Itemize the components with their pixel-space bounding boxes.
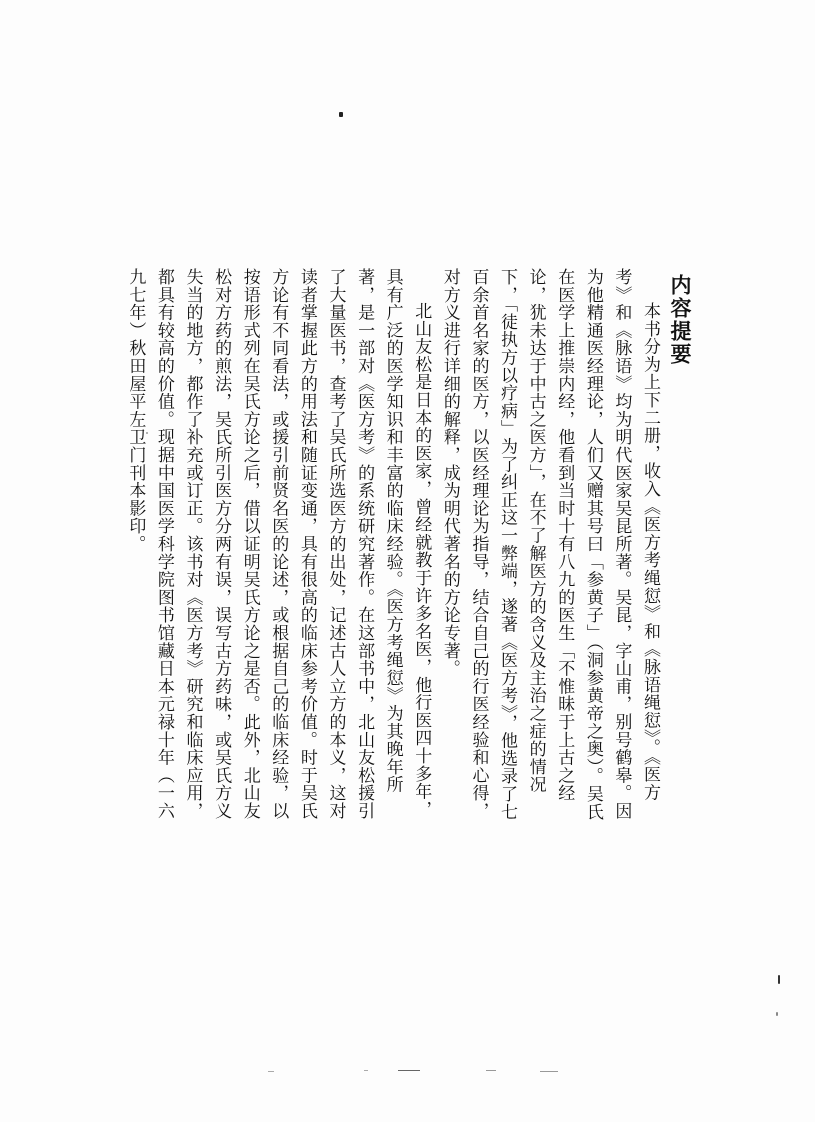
page-title: 内容提要: [668, 274, 692, 366]
scan-speck: [146, 432, 148, 434]
summary-text-block: [125, 268, 695, 828]
scan-line: [540, 1071, 558, 1072]
scan-speck: [339, 112, 343, 117]
paragraph-kitayama: 北山友松是日本的医家，曾经就教于许多名医，他行医四十多年，具有广泛的医学知识和丰富的临床经验。《医方考绳愆》为其晚年所著，是一部对《医方考》的系统研究著作。在这部书中，北山友松援引了大量医书，查考了吴氏所选医方的出处，记述古人立方的本义，这对读者掌握此方的用法和随证变通，具有很高的临床参考价值。时于吴氏方论有不同看法，或援引前贤名医的论述，或根据自己的临床经验，以按语形式列在吴氏方论之后，借以证明吴氏方论之是否。此外，北山友松对方药的煎法，吴氏所引医方分两有误，误写古方药味，或吴氏方义失当的地方，都作了补充或订正。该书对《医方考》研究和临床应用，都具有较高的价值。现据中国医学科学院图书馆藏日本元禄十年（一六九七年）秋田屋平左卫门刊本影印。: [125, 268, 432, 820]
scan-line: [486, 1070, 496, 1071]
scan-line: [364, 1070, 368, 1071]
scan-line: [268, 1071, 274, 1072]
scan-speck: [776, 1012, 778, 1016]
paragraph-intro: 本书分为上下二册，收入《医方考绳愆》和《脉语绳愆》。《医方考》和《脉语》均为明代医家吴昆所著。吴昆，字山甫，别号鹤皋。因为他精通医经理论，人们又赠其号曰「参黄子」（洞参黄帝之奥）。吴氏在医学上推崇内经，他看到当时十有八九的医生「不惟昧于上古之经论，犹未达于中古之医方」，在不了解医方的含义及主治之症的情况下，「徒执方以疗病」为了纠正这一弊端，遂著《医方考》，他选录了七百余首名家的医方，以医经理论为指导，结合自己的行医经验和心得，对方义进行详细的解释，成为明代著名的方论专著。: [439, 268, 660, 821]
scan-speck: [778, 975, 780, 984]
scan-line: [398, 1070, 420, 1071]
